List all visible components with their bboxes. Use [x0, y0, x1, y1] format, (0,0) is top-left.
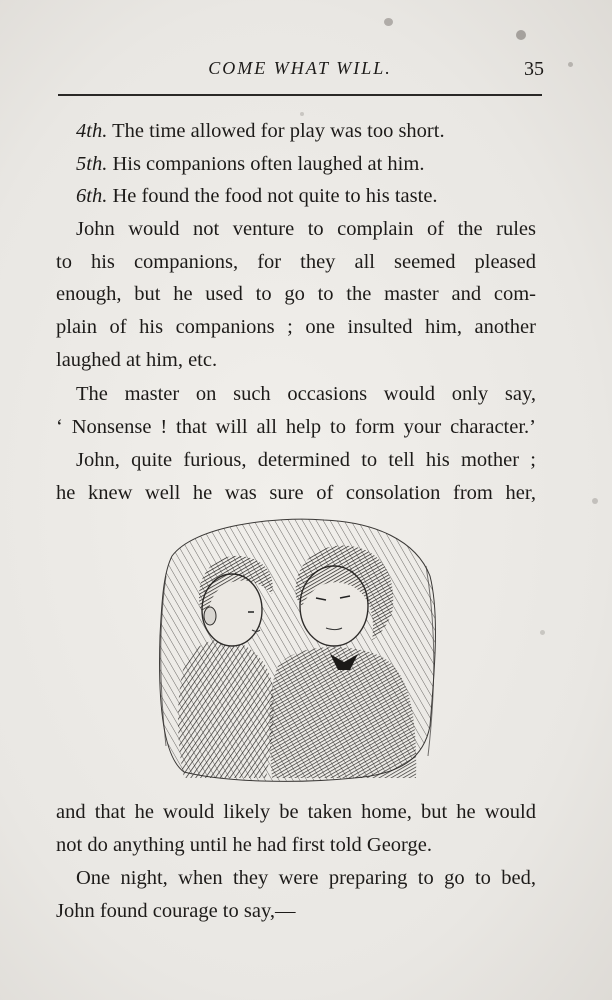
paragraph	[56, 862, 536, 927]
text-line: The master on such occasions would only say,	[76, 383, 536, 405]
reasons-list	[56, 115, 536, 213]
left-boy-body	[178, 639, 274, 778]
list-item: 5th. His companions often laughed at him.	[76, 152, 425, 175]
text-line: ‘ Nonsense ! that will all help to form your character.’	[56, 415, 536, 438]
engraving-two-boys	[154, 516, 438, 786]
text-line: and that he would likely be taken home, but he would	[56, 801, 536, 823]
text-line: laughed at him, etc.	[56, 348, 218, 371]
text-line: he knew well he was sure of consolation from her,	[56, 481, 536, 504]
paragraph	[56, 444, 536, 509]
text-line: John found courage to say,—	[56, 899, 296, 922]
paper-speck	[384, 18, 393, 26]
text-line: enough, but he used to go to the master and com-	[56, 283, 536, 306]
paragraph	[56, 213, 536, 376]
page-number: 35	[524, 58, 544, 80]
text-line: plain of his companions ; one insulted him, another	[56, 316, 536, 339]
list-item: 4th. The time allowed for play was too short.	[76, 120, 445, 142]
paper-speck	[592, 498, 598, 504]
text-line: John, quite furious, determined to tell his mother ;	[76, 449, 536, 471]
paper-speck	[540, 630, 545, 635]
header-rule	[58, 94, 542, 96]
left-boy-ear	[204, 607, 216, 625]
paragraph	[56, 796, 536, 861]
text-line: to his companions, for they all seemed pleased	[56, 250, 536, 273]
page-header	[56, 56, 544, 84]
paper-speck	[568, 62, 573, 67]
paragraph	[56, 378, 536, 443]
text-line: John would not venture to complain of the rules	[76, 218, 536, 240]
list-item: 6th. He found the food not quite to his taste.	[76, 185, 438, 208]
running-head: COME WHAT WILL.	[208, 58, 392, 78]
paper-speck	[516, 30, 526, 40]
text-line: One night, when they were preparing to go to bed,	[76, 867, 536, 889]
text-line: not do anything until he had first told George.	[56, 833, 432, 856]
